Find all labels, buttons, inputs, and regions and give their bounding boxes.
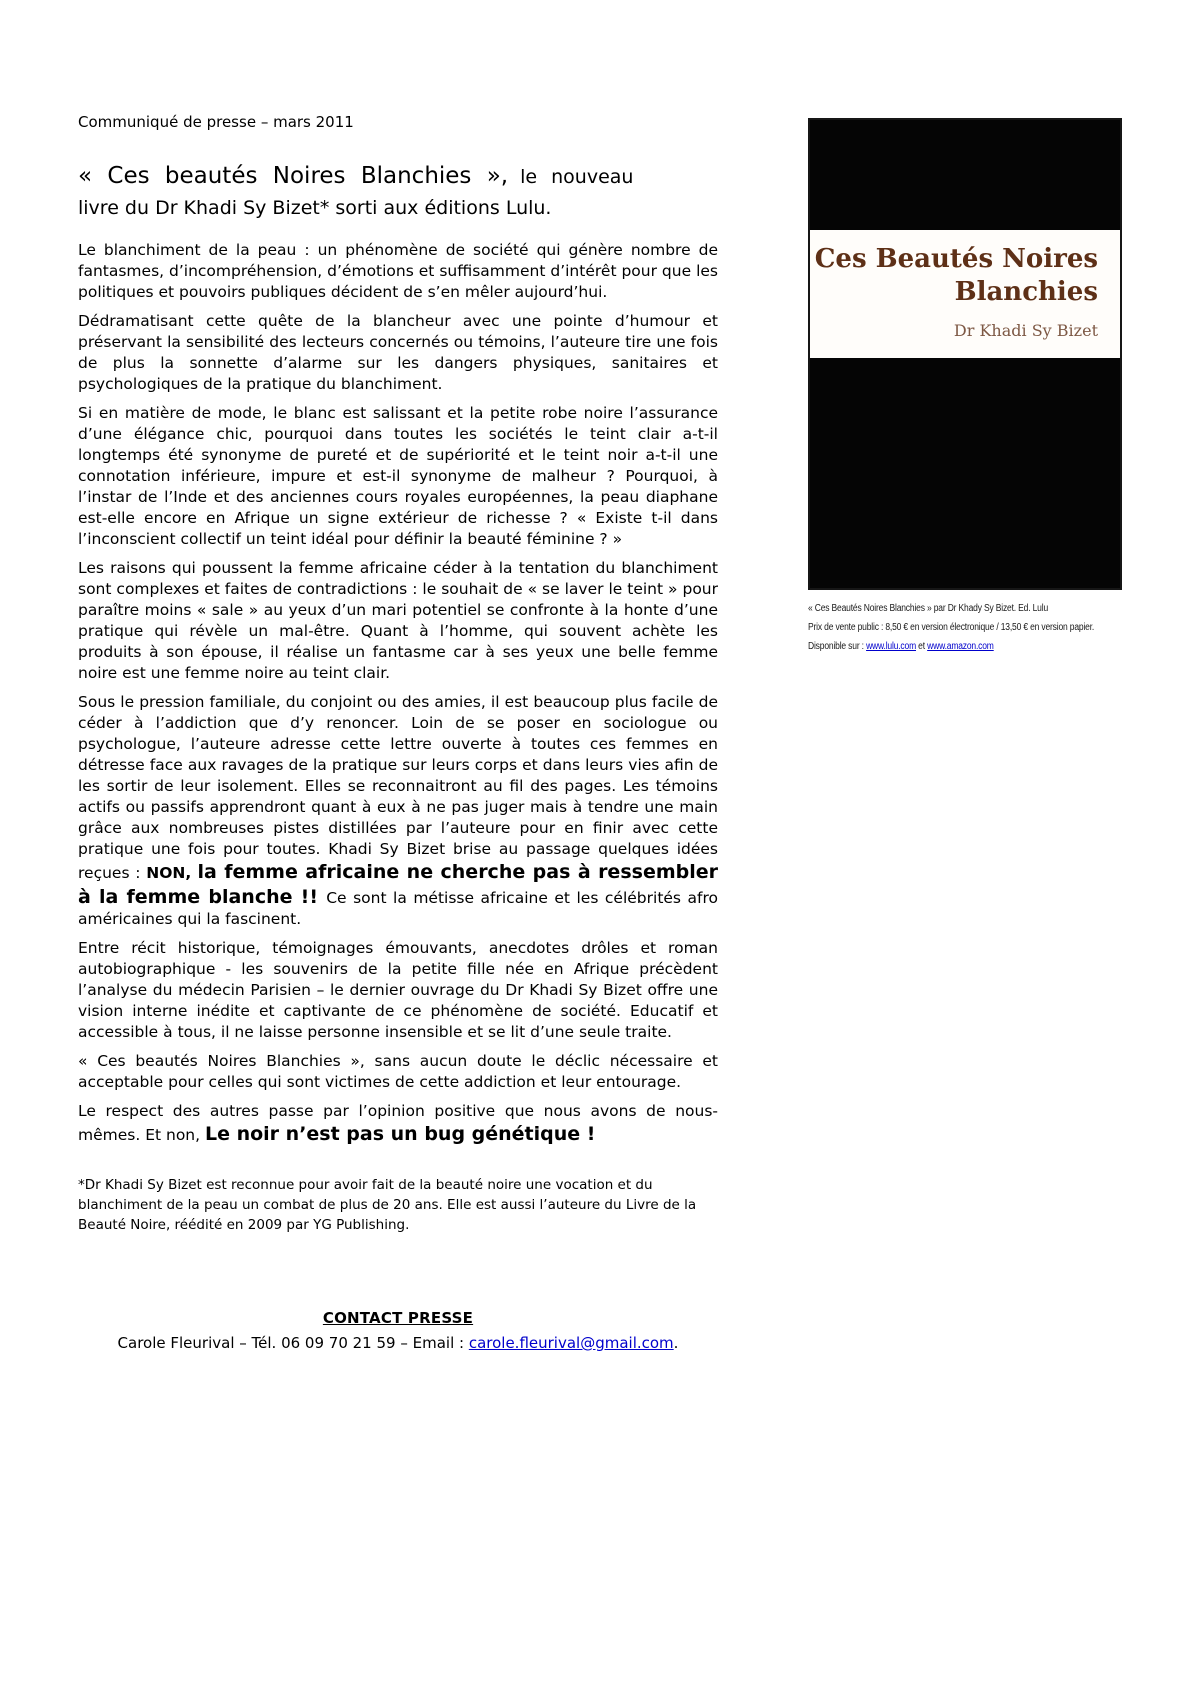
body-paragraph: Le blanchiment de la peau : un phénomène de société qui génère nombre de fantasmes, d’incompréhension, d’émotions et suffisamment d’intérêt pour que les politiques et pouvoirs publiques décident de s’en mêler aujourd’hui. <box>78 241 718 301</box>
amazon-link[interactable]: www.amazon.com <box>927 641 994 652</box>
book-caption-title: « Ces Beautés Noires Blanchies » par Dr Khady Sy Bizet. Ed. Lulu <box>808 603 1049 614</box>
availability-separator: et <box>915 641 928 652</box>
bold-statement: Le noir n’est pas un bug génétique ! <box>204 1123 596 1146</box>
book-caption-price: Prix de vente public : 8,50 € en version électronique / 13,50 € en version papier. <box>808 622 1095 633</box>
press-release-body <box>78 112 718 1354</box>
cover-top-black-band <box>810 120 1120 230</box>
body-paragraph: Les raisons qui poussent la femme africaine céder à la tentation du blanchiment sont complexes et faites de contradictions : le souhait de « se laver le teint » pour paraître moins « sale » au yeux d’un mari potentiel se confronte à la honte d’une pratique qui révèle un mal-être. Quant à l’homme, qui souvent achète les produits à son épouse, il réalise un fantasme car à ses yeux une belle femme noire est une femme noire au teint clair. <box>78 559 718 682</box>
lulu-link[interactable]: www.lulu.com <box>866 641 916 652</box>
title-book-name: « Ces beautés Noires Blanchies », <box>78 163 509 189</box>
contact-info <box>78 1332 718 1354</box>
book-cover-title-line1: Ces Beautés Noires <box>814 244 1098 274</box>
author-footnote: *Dr Khadi Sy Bizet est reconnue pour avoir fait de la beauté noire une vocation et du blanchiment de la peau un combat de plus de 20 ans. Elle est aussi l’auteure du Livre de la Beauté Noire, réédité en 2009 par YG Publishing. <box>78 1177 697 1234</box>
title-tail: le nouveau <box>520 166 634 188</box>
press-release-title <box>78 155 718 222</box>
paragraph-text: Ce sont la métisse africaine et les célébrités afro américaines qui la fascinent. <box>78 888 718 929</box>
body-paragraph <box>78 692 718 930</box>
paragraph-text: Sous le pression familiale, du conjoint ou des amies, il est beaucoup plus facile de céder à l’addiction que d’y renoncer. Loin de se poser en sociologue ou psychologue, l’auteure adresse cette lettre ouverte à toutes ces femmes en détresse face aux ravages de la pratique sur leurs corps et dans leurs vies afin de les sortir de leur isolement. Elles se reconnaitront au fil des pages. Les témoins actifs ou passifs apprendront quant à eux à ne pas juger mais à tendre une main grâce aux nombreuses pistes distillées par l’auteure pour en finir avec cette pratique une fois pour toutes. Khadi Sy Bizet brise au passage quelques idées reçues : <box>78 693 718 882</box>
contact-suffix: . <box>673 1334 679 1353</box>
contact-presse-block <box>78 1307 718 1354</box>
bold-statement: la femme africaine ne cherche pas à ressembler à la femme blanche !! <box>78 861 718 908</box>
book-cover-author: Dr Khadi Sy Bizet <box>953 321 1098 340</box>
title-line-2: livre du Dr Khadi Sy Bizet* sorti aux éditions Lulu. <box>78 197 552 219</box>
press-release-date: Communiqué de presse – mars 2011 <box>78 113 354 131</box>
cover-bottom-black-band <box>810 358 1120 588</box>
contact-details: Carole Fleurival – Tél. 06 09 70 21 59 – Email : <box>117 1334 469 1353</box>
title-line-1 <box>78 155 718 194</box>
paragraph-text: Le respect des autres passe par l’opinion positive que nous avons de nous-mêmes. Et non, <box>78 1102 718 1145</box>
book-caption-availability <box>808 637 1075 656</box>
email-link[interactable]: carole.fleurival@gmail.com <box>468 1334 674 1353</box>
book-caption <box>808 599 1122 656</box>
body-paragraph: « Ces beautés Noires Blanchies », sans aucun doute le déclic nécessaire et acceptable pour celles qui sont victimes de cette addiction et leur entourage. <box>78 1052 718 1092</box>
body-paragraph: Si en matière de mode, le blanc est salissant et la petite robe noire l’assurance d’une élégance chic, pourquoi dans toutes les sociétés le teint clair a-t-il longtemps été synonyme de pureté et de supériorité et le teint noir a-t-il une connotation inférieure, impure et est-il synonyme de malheur ? Pourquoi, à l’instar de l’Inde et des anciennes cours royales européennes, la peau diaphane est-elle encore en Afrique un signe extérieur de richesse ? « Existe t-il dans l’inconscient collectif un teint idéal pour définir la beauté féminine ? » <box>78 404 718 548</box>
bold-statement-lead: NON, <box>146 864 198 882</box>
book-sidebar <box>808 118 1122 656</box>
body-paragraph: Dédramatisant cette quête de la blancheur avec une pointe d’humour et préservant la sensibilité des lecteurs concernés ou témoins, l’auteure tire une fois de plus la sonnette d’alarme sur les dangers physiques, sanitaires et psychologiques de la pratique du blanchiment. <box>78 312 718 393</box>
body-paragraph: Entre récit historique, témoignages émouvants, anecdotes drôles et roman autobiographique - les souvenirs de la petite fille née en Afrique précèdent l’analyse du médecin Parisien – le dernier ouvrage du Dr Khadi Sy Bizet offre une vision interne inédite et captivante de ce phénomène de société. Educatif et accessible à tous, il ne laisse personne insensible et se lit d’une seule traite. <box>78 939 718 1042</box>
book-cover-image <box>808 118 1122 590</box>
body-paragraph <box>78 1101 718 1147</box>
cover-title-band <box>810 230 1120 358</box>
book-cover-title-line2: Blanchies <box>954 277 1098 307</box>
book-cover-title <box>810 243 1098 309</box>
contact-presse-heading: CONTACT PRESSE <box>322 1309 474 1328</box>
availability-label: Disponible sur : <box>808 641 867 652</box>
